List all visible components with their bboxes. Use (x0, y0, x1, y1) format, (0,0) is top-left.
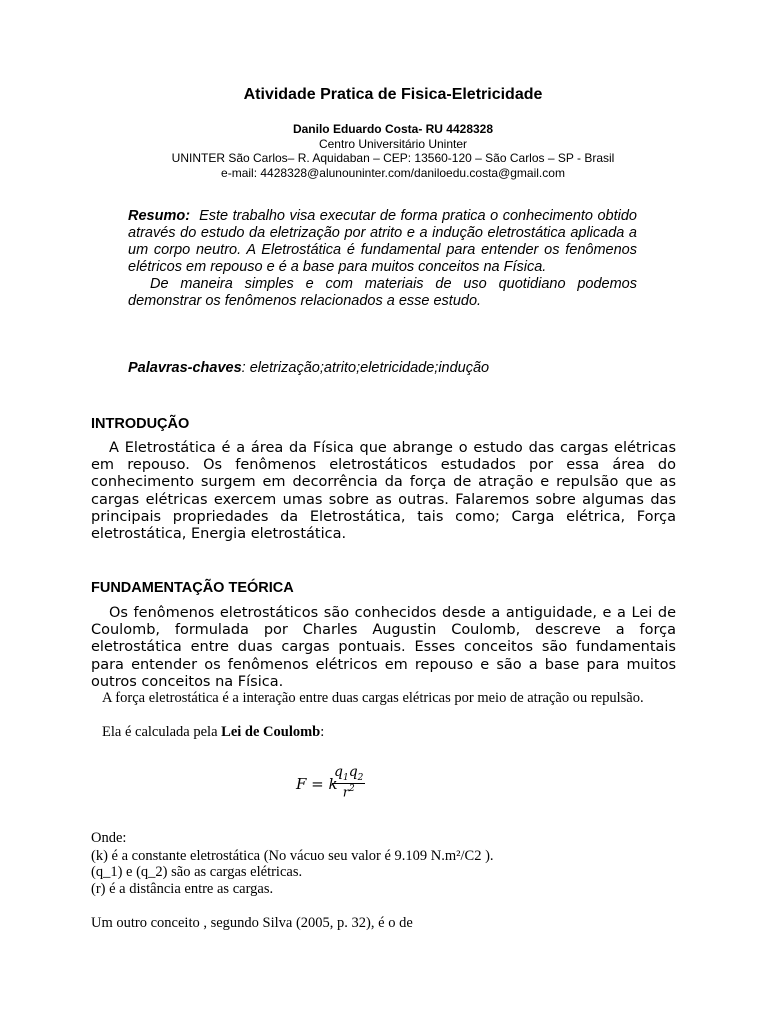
abstract-paragraph-1 (128, 208, 637, 276)
author-email: e-mail: 4428328@alunouninter.com/daniloedu.costa@gmail.com (221, 165, 565, 180)
theory-text: Os fenômenos eletrostáticos são conhecidos desde a antiguidade, e a Lei de Coulomb, formulada por Charles Augustin Coulomb, descreve a força eletrostática entre duas cargas pontuais. Esses conceitos são fundamentais para entender os fenômenos elétricos em repouso e são a base para muitos outros conceitos na Física. (91, 605, 676, 690)
author-name: Danilo Eduardo Costa- RU 4428328 (292, 122, 494, 136)
where-item-r: (r) é a distância entre as cargas. (91, 881, 274, 897)
keywords (128, 360, 489, 376)
theory-heading: FUNDAMENTAÇÃO TEÓRICA (91, 580, 294, 596)
paper-title: Atividade Pratica de Fisica-Eletricidade (243, 86, 543, 103)
where-item-q: (q_1) e (q_2) são as cargas elétricas. (91, 864, 303, 880)
abstract-text-2: De maneira simples e com materiais de uso quotidiano podemos demonstrar os fenômenos relacionados a esse estudo. (128, 276, 637, 309)
where-item-k: (k) é a constante eletrostática (No vácuo seu valor é 9.109 N.m²/C2 ). (91, 848, 494, 864)
introduction-heading: INTRODUÇÃO (91, 416, 190, 432)
coulomb-law-name: Lei de Coulomb (221, 724, 321, 740)
coulomb-formula (296, 762, 406, 808)
formula-fraction (332, 764, 365, 800)
formula-denominator: $r^2$ (342, 783, 355, 801)
author-block (0, 122, 768, 180)
abstract-text-1: Este trabalho visa executar de forma pratica o conhecimento obtido através do estudo da eletrização por atrito e a indução eletrostática aplicada a um corpo neutro. A Eletrostática é fundamental para entender os fenômenos elétricos em repouso e é a base para muitos conceitos na Física. (128, 208, 637, 275)
force-definition: A força eletrostática é a interação entre duas cargas elétricas por meio de atração ou repulsão. (102, 690, 644, 706)
formula-lhs: F = k (296, 775, 338, 793)
author-address: UNINTER São Carlos– R. Aquidaban – CEP: 13560-120 – São Carlos – SP - Brasil (171, 151, 615, 165)
keywords-label: Palavras-chaves (128, 360, 242, 376)
author-institution: Centro Universitário Uninter (318, 136, 468, 151)
keywords-text: : eletrização;atrito;eletricidade;indução (241, 360, 490, 376)
abstract-label: Resumo: (128, 208, 191, 224)
coulomb-sentence: Ela é calculada pela Lei de Coulomb: (102, 724, 325, 740)
closing-sentence: Um outro conceito , segundo Silva (2005, p. 32), é o de (91, 915, 413, 931)
formula-numerator: $q_1q_2$ (334, 764, 364, 783)
where-label: Onde: (91, 830, 127, 846)
introduction-text: A Eletrostática é a área da Física que abrange o estudo das cargas elétricas em repouso. Os fenômenos eletrostáticos estudados por essa área do conhecimento surgem em decorrência da força de atração e repulsão que as cargas elétricas exercem umas sobre as outras. Falaremos sobre algumas das principais propriedades da Eletrostática, tais como; Carga elétrica, Força eletrostática, Energia eletrostática. (91, 440, 676, 543)
abstract (128, 208, 637, 310)
